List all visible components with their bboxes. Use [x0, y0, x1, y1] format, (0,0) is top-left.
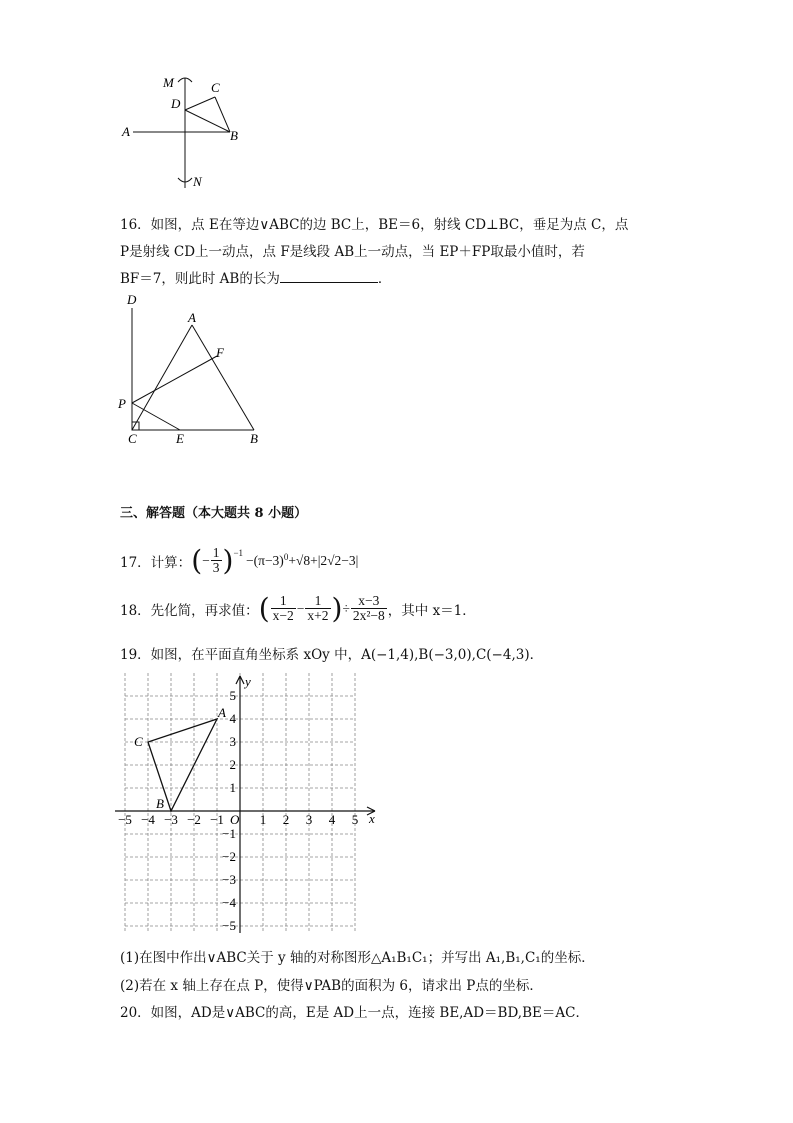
x-tick-label: 5 [351, 812, 359, 827]
q16-line1: 16．如图，点 E在等边∨ABC的边 BC上，BE＝6，射线 CD⊥BC，垂足为点 C，点 [120, 217, 629, 233]
y-tick-label: 5 [229, 688, 236, 703]
x-tick-label: −1 [210, 812, 224, 827]
label-E: E [176, 431, 184, 446]
label-F: F [216, 345, 224, 360]
x-tick-label: −5 [118, 812, 132, 827]
x-tick-label: 4 [328, 812, 336, 827]
q18-fraction-3: $\frac{x-3}{\text{2x²−8}}$ [352, 593, 385, 623]
q19-sub2: (2)若在 x 轴上存在点 P，使得∨PAB的面积为 6，请求出 P点的坐标． [120, 978, 543, 994]
point-label-C: C [134, 734, 143, 749]
q17-fraction [211, 546, 222, 575]
y-axis-label: y [245, 674, 251, 689]
y-tick-label: 2 [229, 757, 236, 772]
q17-tail: +√8+|2√2−3| [288, 552, 359, 568]
x-tick-label: 3 [305, 812, 313, 827]
q19-sub1: (1)在图中作出∨ABC关于 y 轴的对称图形△A₁B₁C₁；并写出 A₁,B₁,C₁的坐标． [120, 950, 595, 966]
q17: 17．计算： ( − $\frac{1}{3}$ ) $^{-1}$ −(π−3) $^0$ +√8+|2√2−3| [120, 543, 359, 577]
q18-fraction-1: $\frac{1}{x-2}$ [272, 593, 294, 623]
origin-label: O [230, 812, 240, 827]
label-B: B [250, 431, 258, 446]
label-P: P [118, 396, 126, 411]
q16-line2: P是射线 CD上一动点，点 F是线段 AB上一动点，当 EP＋FP取最小值时，若 [120, 244, 585, 260]
label-D: D [127, 292, 137, 307]
q18-suffix: ，其中 x＝1． [387, 602, 476, 619]
x-tick-label: 1 [259, 812, 267, 827]
label-A: A [122, 124, 130, 139]
y-tick-label: −1 [222, 826, 236, 841]
q18: 18．先化简，再求值： ( $\frac{1}{x-2}$ − $\frac{1}{x+2}$ ) ÷ $\frac{x-3}{\text{2x²−8}}$ ，其中 x＝1． [120, 591, 476, 625]
q16-line3 [120, 267, 391, 287]
q16-line3-prefix: BF＝7，则此时 AB的长为 [120, 271, 280, 287]
y-tick-label: −4 [222, 895, 236, 910]
y-tick-label: 1 [229, 780, 236, 795]
q17-frac-num: 1 [212, 545, 220, 560]
coordinate-grid-chart [115, 668, 385, 933]
label-C: C [211, 80, 220, 95]
q16-line3-suffix: ． [377, 271, 392, 287]
y-tick-label: −3 [222, 872, 236, 887]
label-D: D [171, 96, 181, 111]
x-axis-label: x [369, 811, 375, 826]
figure-q16 [112, 290, 272, 450]
q17-exp-0: 0 [283, 552, 289, 562]
y-tick-label: 3 [229, 734, 236, 749]
q17-middle: −(π−3) [246, 552, 284, 568]
x-tick-label: −2 [187, 812, 201, 827]
q20-text: 20．如图，AD是∨ABC的高，E是 AD上一点，连接 BE,AD＝BD,BE＝AC． [120, 1005, 589, 1021]
label-N: N [193, 174, 202, 189]
q17-exp-neg1: −1 [233, 548, 244, 558]
q18-prefix: 18．先化简，再求值： [120, 602, 259, 619]
q17-minus-sign: − [202, 552, 210, 568]
label-C: C [128, 431, 137, 446]
q17-prefix: 17．计算： [120, 554, 192, 571]
point-label-A: A [218, 705, 226, 720]
x-tick-label: −3 [164, 812, 178, 827]
section-3-title: 三、解答题（本大题共 8 小题） [120, 506, 308, 521]
q17-frac-den: 3 [212, 560, 220, 575]
figure-q15 [115, 70, 255, 200]
y-tick-label: −5 [222, 918, 236, 933]
y-tick-label: 4 [229, 711, 236, 726]
point-label-B: B [156, 796, 164, 811]
x-tick-label: 2 [282, 812, 290, 827]
q18-fraction-2: $\frac{1}{x+2}$ [307, 593, 329, 623]
label-B: B [230, 128, 238, 143]
q19-text: 19．如图，在平面直角坐标系 xOy 中，A(−1,4),B(−3,0),C(−4,3)． [120, 647, 544, 663]
label-A: A [188, 310, 196, 325]
answer-blank [280, 270, 378, 283]
x-tick-label: −4 [141, 812, 155, 827]
y-tick-label: −2 [222, 849, 236, 864]
label-M: M [163, 75, 174, 90]
